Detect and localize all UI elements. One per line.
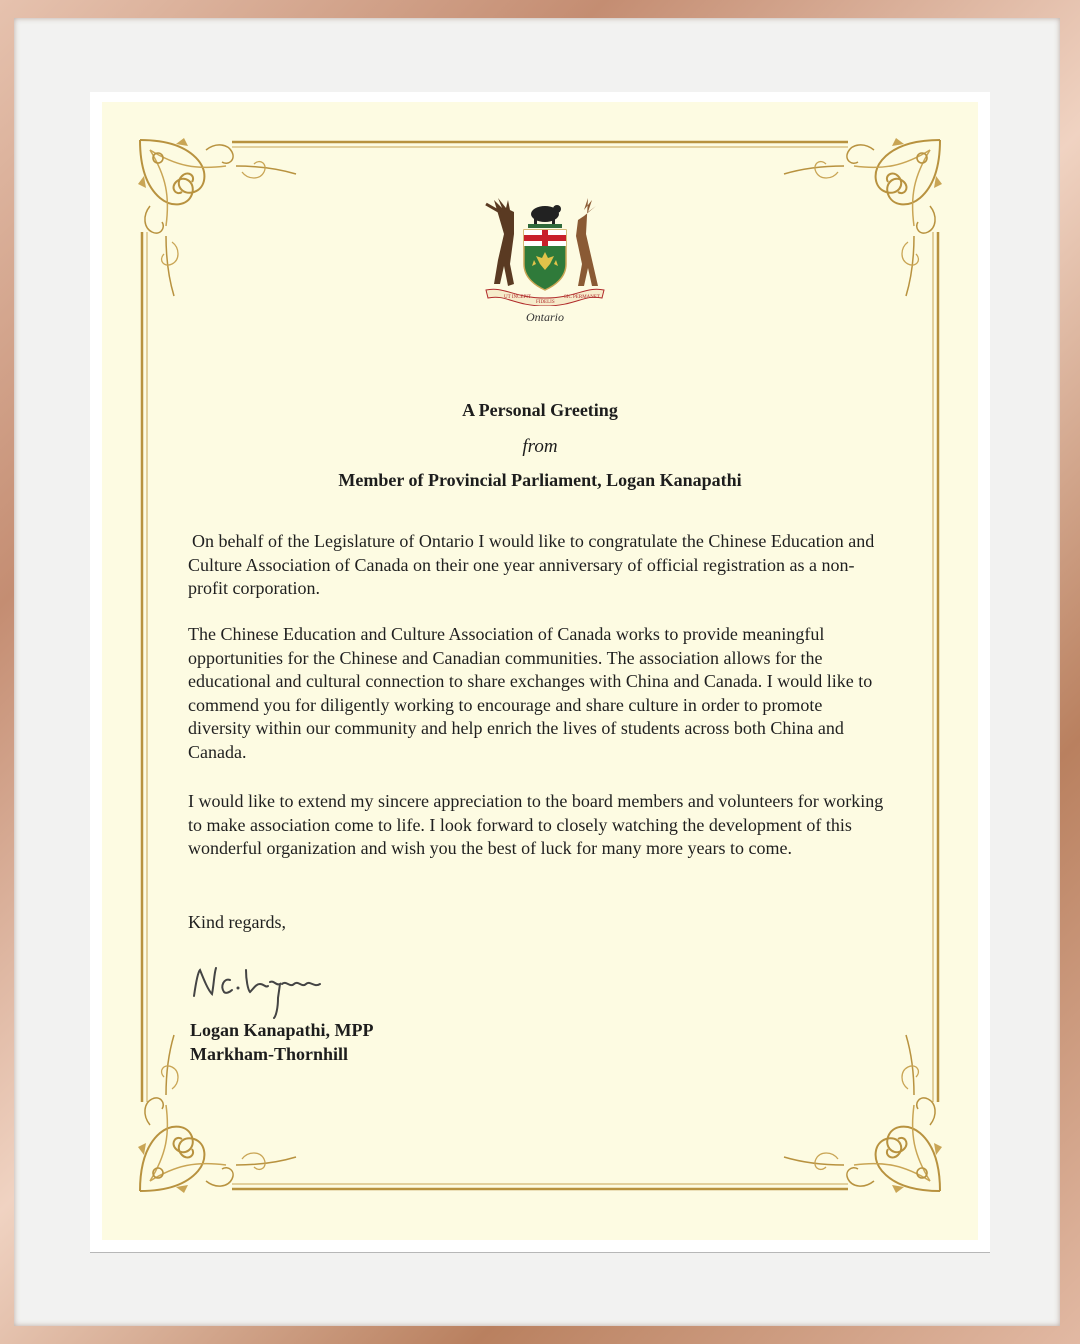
certificate-paper (102, 102, 978, 1240)
letter-member: Member of Provincial Parliament, Logan Kanapathi (338, 470, 742, 490)
crest-caption: Ontario (525, 310, 564, 324)
ontario-coat-of-arms-icon (484, 194, 606, 306)
signer-name: Logan Kanapathi, MPP (190, 1020, 374, 1040)
handwritten-signature (190, 958, 330, 1020)
motto-right: SIC PERMANET (564, 295, 600, 300)
signer-riding: Markham-Thornhill (190, 1044, 349, 1064)
motto-left: UT INCEPIT (504, 295, 531, 300)
letter-paragraph: On behalf of the Legislature of Ontario I would like to congratulate the Chinese Education and Culture Association of Canada on their one year anniversary of official registration as a non-profit corporation. (188, 531, 875, 598)
letter-title: A Personal Greeting (462, 400, 618, 420)
letter-paragraph: The Chinese Education and Culture Association of Canada works to provide meaningful opportunities for the Chinese and Canadian communities. The association allows for the educational and cultural connection to share exchanges with China and Canada. I would like to commend you for diligently working to encourage and share culture in order to promote diversity within our community and help enrich the lives of students across both China and Canada. (188, 624, 873, 762)
letter-closing: Kind regards, (188, 912, 286, 932)
letter-paragraph: I would like to extend my sincere appreciation to the board members and volunteers for working to make association come to life. I look forward to closely watching the development of this wonderful organization and wish you the best of luck for many more years to come. (188, 791, 884, 858)
letter-from: from (522, 436, 558, 457)
motto-middle: FIDELIS (536, 300, 555, 305)
